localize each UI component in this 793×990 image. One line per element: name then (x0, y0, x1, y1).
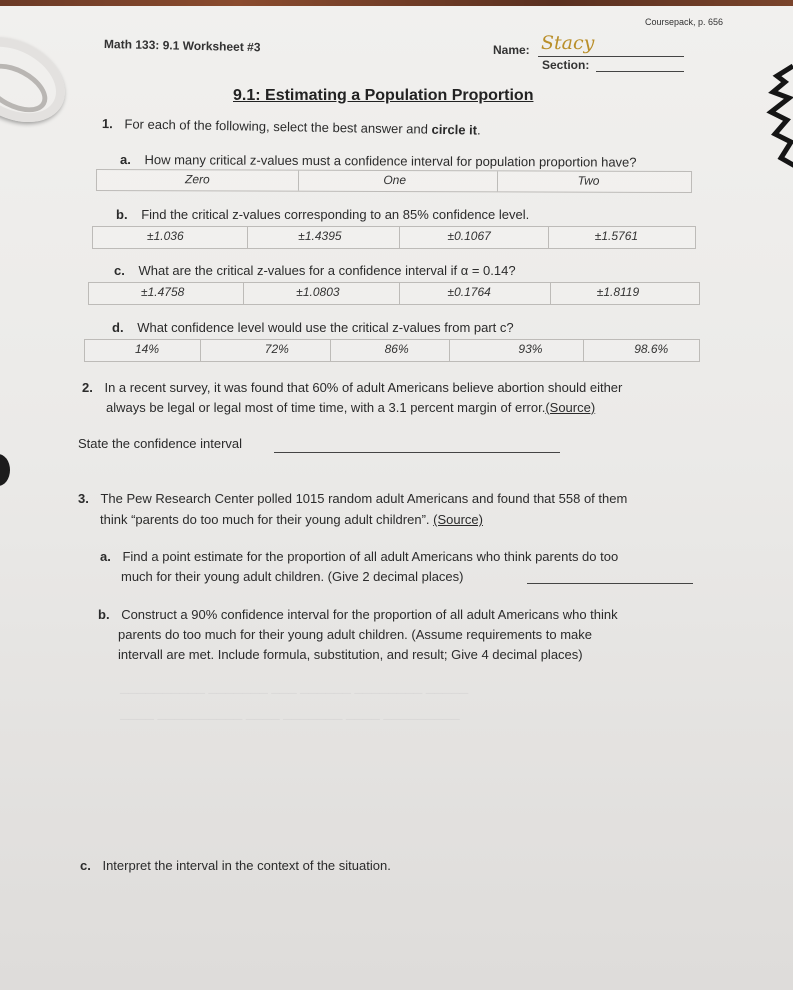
question-letter: a. (119, 152, 131, 168)
option-cell[interactable]: One (298, 171, 496, 192)
question-1b (116, 207, 529, 222)
question-1c-text: What are the critical z-values for a confidence interval if α = 0.14? (138, 263, 516, 278)
section-label: Section: (542, 58, 590, 72)
source-link[interactable]: (Source) (545, 400, 596, 415)
question-3b-line1: Construct a 90% confidence interval for the proportion of all adult Americans who think (121, 607, 618, 622)
question-1a-text: How many critical z-values must a confidence interval for population proportion have? (144, 152, 637, 170)
question-3c (80, 858, 391, 873)
bleed-through-text: ────────── ─────── ─── ────── ──────── ───── (120, 686, 469, 700)
question-1d-text: What confidence level would use the critical z-values from part c? (137, 320, 514, 335)
question-number: 3. (78, 491, 89, 506)
option-cell[interactable]: ±0.1764 (399, 283, 550, 304)
option-cell[interactable]: ±0.1067 (399, 227, 548, 248)
question-3a (100, 549, 618, 564)
question-1b-text: Find the critical z-values corresponding to an 85% confidence level. (141, 207, 530, 222)
confidence-interval-label: State the confidence interval (78, 436, 243, 451)
question-3b-line2: parents do too much for their young adult children. (Assume requirements to make (118, 627, 593, 642)
question-3b-line3: intervall are met. Include formula, substitution, and result; Give 4 decimal places) (118, 647, 583, 662)
name-field-line (538, 56, 684, 57)
course-title: Math 133: 9.1 Worksheet #3 (103, 37, 261, 55)
option-cell[interactable]: ±1.4395 (247, 227, 398, 248)
option-cell[interactable]: Two (497, 171, 691, 192)
question-3-line2: think “parents do too much for their young adult children”. (100, 512, 430, 527)
question-1-prompt-end: . (476, 122, 481, 138)
question-2 (82, 380, 622, 395)
question-3b (98, 607, 618, 622)
section-field-line (596, 71, 684, 72)
question-letter: b. (116, 207, 128, 222)
question-3c-text: Interpret the interval in the context of the situation. (102, 858, 391, 873)
question-1d (112, 320, 514, 335)
question-1c-options (88, 282, 700, 305)
option-cell[interactable]: 72% (200, 340, 330, 361)
desk-edge (0, 0, 793, 6)
question-1-prompt: For each of the following, select the best answer and (124, 116, 432, 137)
question-letter: c. (114, 263, 125, 278)
question-1a (120, 152, 637, 170)
question-1a-options (96, 169, 692, 193)
option-cell[interactable]: 93% (449, 340, 583, 361)
option-cell[interactable]: 98.6% (583, 340, 699, 361)
question-2-cont (106, 400, 595, 415)
question-3a-line2: much for their young adult children. (Give 2 decimal places) (121, 569, 464, 584)
point-estimate-answer-line[interactable] (527, 583, 693, 584)
option-cell[interactable]: ±1.8119 (550, 283, 699, 304)
question-letter: c. (80, 858, 91, 873)
option-cell[interactable]: ±1.036 (147, 229, 184, 243)
coursepack-reference: Coursepack, p. 656 (645, 17, 724, 27)
question-letter: a. (100, 549, 111, 564)
question-number: 2. (82, 380, 93, 395)
question-3-line1: The Pew Research Center polled 1015 random adult Americans and found that 558 of them (100, 491, 628, 506)
option-cell[interactable]: 14% (135, 342, 160, 356)
name-label: Name: (493, 43, 530, 57)
name-handwritten: Stacy (541, 32, 595, 54)
source-link[interactable]: (Source) (433, 512, 483, 527)
question-2-line1: In a recent survey, it was found that 60% of adult Americans believe abortion should either (104, 380, 623, 395)
option-cell[interactable]: Zero (184, 172, 210, 187)
question-number: 1. (101, 116, 113, 132)
question-1d-options (84, 339, 700, 362)
bleed-through-mark-icon (763, 62, 793, 182)
option-cell[interactable]: ±1.0803 (243, 283, 398, 304)
question-3a-line1: Find a point estimate for the proportion of all adult Americans who think parents do too (122, 549, 619, 564)
option-cell[interactable]: ±1.5761 (548, 227, 695, 248)
question-2-line2: always be legal or legal most of time time, with a 3.1 percent margin of error. (106, 400, 546, 415)
question-letter: d. (112, 320, 124, 335)
question-3 (78, 491, 627, 506)
option-cell[interactable]: 86% (330, 340, 450, 361)
option-cell[interactable]: ±1.4758 (141, 285, 185, 299)
confidence-interval-answer-line[interactable] (274, 452, 560, 453)
question-1b-options (92, 226, 696, 249)
question-1c (114, 263, 516, 278)
page-title: 9.1: Estimating a Population Proportion (233, 87, 534, 104)
question-1-prompt-bold: circle it (431, 121, 478, 138)
bleed-through-text: ──── ────────── ──── ─────── ──── ───────── (120, 712, 460, 726)
question-3-cont (100, 512, 483, 527)
question-letter: b. (98, 607, 110, 622)
